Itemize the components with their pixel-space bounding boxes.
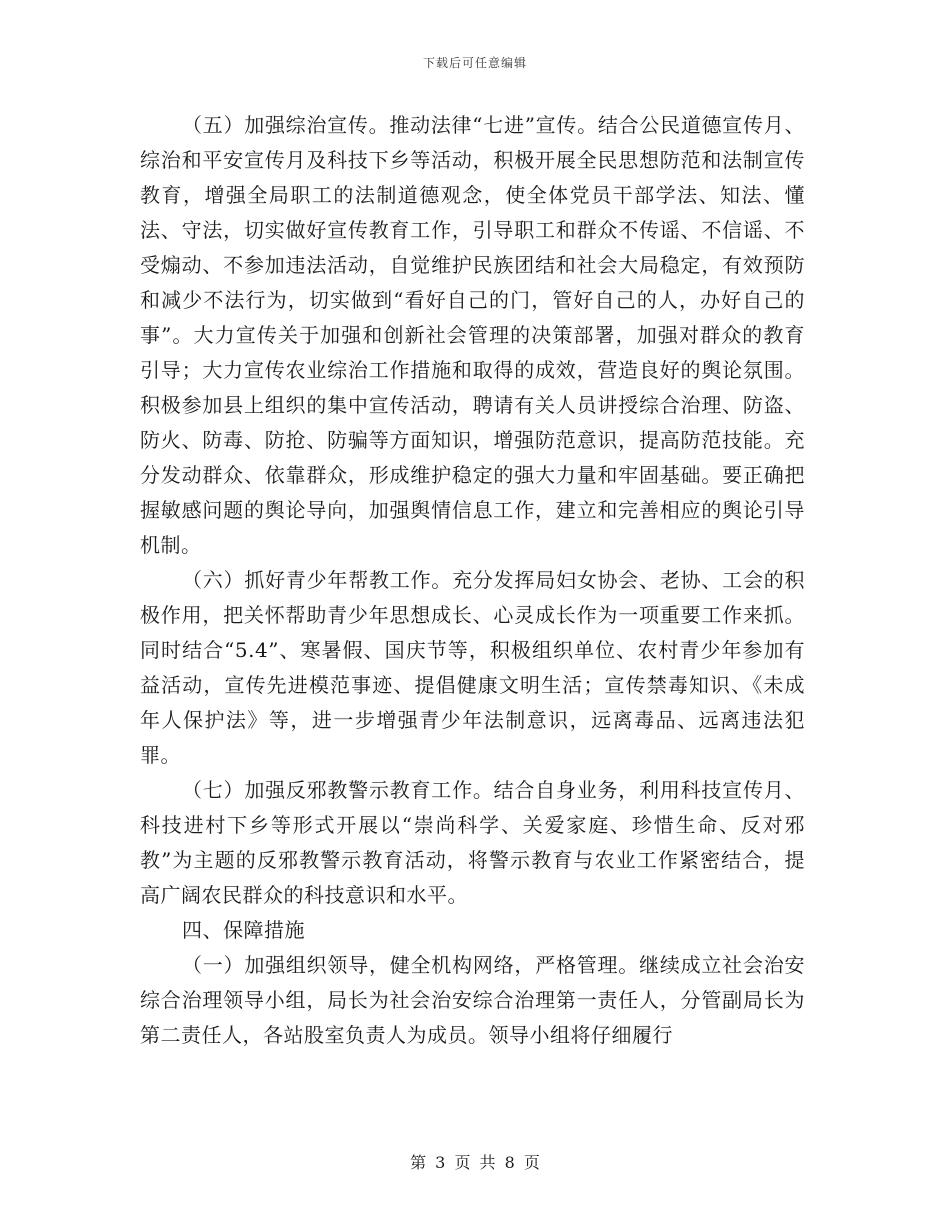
paragraph-publicity: （五）加强综治宣传。推动法律“七进”宣传。结合公民道德宣传月、综治和平安宣传月及科技下乡等活动，积极开展全民思想防范和法制宣传教育，增强全局职工的法制道德观念，使全体党员干部学法、知法、懂法、守法，切实做好宣传教育工作，引导职工和群众不传谣、不信谣、不受煽动、不参加违法活动，自觉维护民族团结和社会大局稳定，有效预防和减少不法行为，切实做到“看好自己的门，管好自己的人，办好自己的事”。大力宣传关于加强和创新社会管理的决策部署，加强对群众的教育引导；大力宣传农业综治工作措施和取得的成效，营造良好的舆论氛围。积极参加县上组织的集中宣传活动，聘请有关人员讲授综合治理、防盗、防火、防毒、防抢、防骗等方面知识，增强防范意识，提高防范技能。充分发动群众、依靠群众，形成维护稳定的强大力量和牢固基础。要正确把握敏感问题的舆论导向，加强舆情信息工作，建立和完善相应的舆论引导机制。 [140,113,805,557]
paragraph-anti-cult-education: （七）加强反邪教警示教育工作。结合自身业务，利用科技宣传月、科技进村下乡等形式开展以“崇尚科学、关爱家庭、珍惜生命、反对邪教”为主题的反邪教警示教育活动，将警示教育与农业工作紧密结合，提高广阔农民群众的科技意识和水平。 [140,778,805,907]
paragraph-youth-assistance: （六）抓好青少年帮教工作。充分发挥局妇女协会、老协、工会的积极作用，把关怀帮助青少年思想成长、心灵成长作为一项重要工作来抓。同时结合“5.4”、寒暑假、国庆节等，积极组织单位、农村青少年参加有益活动，宣传先进模范事迹、提倡健康文明生活；宣传禁毒知识、《未成年人保护法》等，进一步增强青少年法制意识，远离毒品、远离违法犯罪。 [140,568,805,767]
page-header: 下载后可任意编辑 [422,56,527,70]
paragraph-organization-leadership: （一）加强组织领导，健全机构网络，严格管理。继续成立社会治安综合治理领导小组，局长为社会治安综合治理第一责任人，分管副局长为第二责任人，各站股室负责人为成员。领导小组将仔细履行 [140,953,805,1047]
document-body [140,108,805,1053]
section-heading-safeguard-measures: 四、保障措施 [182,918,305,942]
page-number-footer: 第 3 页 共 8 页 [410,1153,540,1172]
